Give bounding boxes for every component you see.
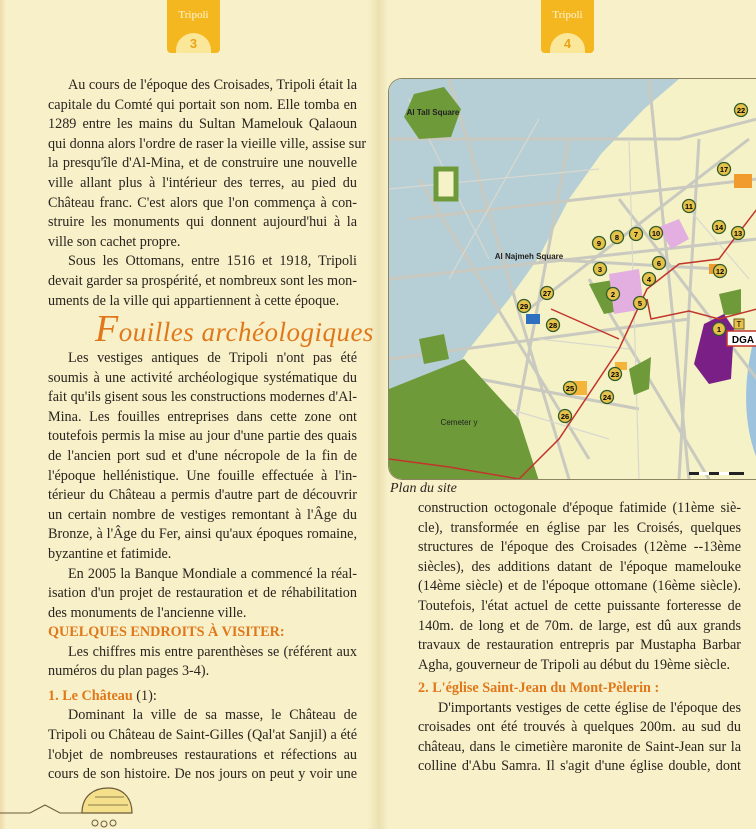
text-line: fait qu'ils gisent sous les constructions modernes d'Al- <box>48 389 357 406</box>
heading-initial: F <box>95 308 119 350</box>
marker-number: 3 <box>597 265 603 274</box>
text-line: térieur du Château a permis d'autre part de découvrir <box>48 487 357 504</box>
item2-section <box>418 679 741 777</box>
map-marker-22[interactable] <box>735 104 748 117</box>
map-marker-13[interactable] <box>732 227 745 240</box>
map-marker-9[interactable] <box>593 237 606 250</box>
text-line: travaux de restauration entrepris par Mustapha Barbar <box>418 637 741 654</box>
map-marker-2[interactable] <box>607 288 620 301</box>
marker-number: 10 <box>651 229 661 238</box>
label-al-tall: Al Tall Square <box>406 108 460 117</box>
item1-heading <box>48 687 357 707</box>
item1-title: 1. Le Château <box>48 687 133 704</box>
item2-heading: 2. L'église Saint-Jean du Mont-Pèlerin : <box>418 680 660 696</box>
text-line: Bronze, à l'Âge du Fer, ainsi qu'aux époques romaine, <box>48 526 357 543</box>
marker-number: 13 <box>733 229 743 238</box>
map-marker-14[interactable] <box>713 221 726 234</box>
marker-number: 8 <box>614 233 620 242</box>
item1-ref: (1): <box>132 687 157 704</box>
text-line: toutefois permis la mise au jour d'une partie des quais <box>48 428 357 445</box>
text-line: Sous les Ottomans, entre 1516 et 1918, Tripoli <box>68 253 357 270</box>
map-caption: Plan du site <box>390 481 457 496</box>
text-line: colline d'Abu Samra. Il s'agit d'une église double, dont <box>418 758 741 775</box>
text-line: ville allant plus à l'intérieur des terres, au pied du <box>48 174 357 191</box>
text-line: Dominant la ville de sa masse, le Château de <box>68 707 357 724</box>
text-line: Tripoli ou Château de Saint-Gilles (Qal'at Sanjil) a été <box>48 726 357 743</box>
scale-bar <box>689 472 744 475</box>
fouilles-text <box>48 349 357 623</box>
text-line: capitale du Comté qui portait son nom. Elle tomba en <box>48 96 357 113</box>
text-line: Les vestiges antiques de Tripoli n'ont pas été <box>68 350 357 366</box>
text-line: 1289 entre les mains du Sultan Mamelouk Qalaoun <box>48 116 357 133</box>
text-line: uments de la ville qui appartiennent à cette époque. <box>48 292 340 309</box>
text-line: (14ème siècle) et de l'époque ottomane (16ème siècle). <box>418 578 741 595</box>
text-line: des monuments de l'ancienne ville. <box>48 604 247 621</box>
text-line: Château franc. C'est alors que l'on commença à con- <box>48 194 357 211</box>
park <box>419 334 449 364</box>
marker-number: 9 <box>596 239 602 248</box>
map-marker-8[interactable] <box>611 231 624 244</box>
marker-number: 25 <box>565 384 575 393</box>
t-label: T <box>736 320 742 329</box>
tab-label: Tripoli <box>552 9 583 21</box>
marker-number: 2 <box>610 290 616 299</box>
map-marker-11[interactable] <box>683 200 696 213</box>
text-line: structures de l'époque des Croisades (12ème --13ème <box>418 539 741 556</box>
marker-number: 26 <box>560 412 570 421</box>
text-line: 140m. de long et de 70m. de large, est dû aux grands <box>418 617 741 634</box>
text-line: Au cours de l'époque des Croisades, Tripoli était la <box>68 77 358 93</box>
text-line: Les chiffres mis entre parenthèses se (référent aux <box>68 643 357 660</box>
marker-number: 5 <box>637 299 643 308</box>
heading-rest: ouilles archéologiques <box>118 317 374 347</box>
tab-label: Tripoli <box>178 9 209 21</box>
text-line: croisades ont été trouvés à quelques 200m. au sud du <box>418 719 741 736</box>
map-marker-12[interactable] <box>714 265 727 278</box>
marker-number: 6 <box>656 259 662 268</box>
text-line: En 2005 la Banque Mondiale a commencé la réal- <box>68 565 357 582</box>
text-line: byzantine et fatimide. <box>48 545 172 562</box>
marker-number: 24 <box>602 393 612 402</box>
map-marker-4[interactable] <box>643 273 656 286</box>
text-line: de l'ancien port sud et d'une nécropole de la fin de <box>48 447 357 464</box>
page-number: 3 <box>189 36 198 51</box>
text-line: Mina. Les fouilles entreprises dans cette zone ont <box>48 408 357 425</box>
marker-number: 23 <box>610 370 620 379</box>
map-marker-24[interactable] <box>601 391 614 404</box>
marker-number: 27 <box>542 289 552 298</box>
label-al-najmeh: Al Najmeh Square <box>494 252 564 261</box>
chateau-text <box>418 499 741 675</box>
text-line: Toutefois, l'état actuel de cette puissante forteresse de <box>418 597 741 614</box>
text-line: l'objet de nombreuses restaurations et réfections au <box>48 746 357 763</box>
text-line: D'importants vestiges de cette église de l'époque des <box>438 699 741 716</box>
text-line: cle), transformée en église par les Croisés, quelques <box>418 519 741 536</box>
dga-label: DGA <box>731 335 755 346</box>
marker-number: 1 <box>716 325 722 334</box>
text-line: qui donna alors l'ordre de raser la vieille ville, assise sur <box>48 135 367 152</box>
text-line: isation d'un projet de restauration et de réhabilitation <box>48 585 357 602</box>
map-marker-26[interactable] <box>559 410 572 423</box>
map-marker-7[interactable] <box>630 228 643 241</box>
text-line: un certain nombre de vestiges remontant à l'Âge du <box>48 506 357 523</box>
intro-text <box>48 76 367 311</box>
map-marker-29[interactable] <box>518 300 531 313</box>
section-heading-fouilles <box>95 308 374 350</box>
blue-monument <box>526 314 540 324</box>
map-marker-5[interactable] <box>634 297 647 310</box>
visit-section <box>48 623 357 785</box>
marker-number: 11 <box>685 202 693 211</box>
marker-number: 28 <box>548 321 558 330</box>
marker-number: 4 <box>646 275 652 284</box>
stadium <box>436 169 456 199</box>
text-line: struire les monuments qui donnent aujourd'hui à la <box>48 214 357 231</box>
marker-number: 17 <box>719 165 729 174</box>
text-line: numéros du plan pages 3-4). <box>48 663 210 680</box>
page-number: 4 <box>563 36 572 51</box>
map-marker-27[interactable] <box>541 287 554 300</box>
map-marker-23[interactable] <box>609 368 622 381</box>
text-line: construction octogonale d'époque fatimide (11ème siè- <box>418 500 741 516</box>
text-line: ville son cachet propre. <box>48 233 181 250</box>
map-marker-25[interactable] <box>564 382 577 395</box>
map-marker-17[interactable] <box>718 163 731 176</box>
page-tab <box>541 0 594 53</box>
text-line: siècles), des additions datant de l'époque mamelouke <box>418 558 741 575</box>
marker-number: 22 <box>736 106 746 115</box>
monument <box>734 174 752 188</box>
page-tab <box>167 0 220 53</box>
marker-number: 29 <box>519 302 529 311</box>
map-marker-1[interactable] <box>713 323 726 336</box>
text-line: Agha, gouverneur de Tripoli au début du 19ème siècle. <box>418 656 731 673</box>
text-line: devait garder sa prospérité, et nombreux sont les mon- <box>48 272 357 289</box>
map-marker-6[interactable] <box>653 257 666 270</box>
map-marker-3[interactable] <box>594 263 607 276</box>
marker-number: 12 <box>715 267 725 276</box>
visit-heading: QUELQUES ENDROITS À VISITER: <box>48 624 285 640</box>
text-line: soumis à une activité archéologique systématique du <box>48 369 357 386</box>
text-line: la presqu'île d'Al-Mina, et de construire une nouvelle <box>48 155 357 172</box>
map-marker-10[interactable] <box>650 227 663 240</box>
label-cemetery: Cemeter y <box>440 418 478 427</box>
text-line: l'époque hellénistique. Une fouille effectuée à l'in- <box>48 467 357 484</box>
map-marker-28[interactable] <box>547 319 560 332</box>
site-map[interactable] <box>388 78 756 480</box>
marker-number: 7 <box>633 230 639 239</box>
text-line: château, dans le cimetière maronite de Saint-Jean sur la <box>418 738 741 755</box>
sketch-illustration <box>0 783 140 829</box>
text-line: cours de son histoire. De nos jours on peut y voir une <box>48 766 357 783</box>
marker-number: 14 <box>714 223 724 232</box>
